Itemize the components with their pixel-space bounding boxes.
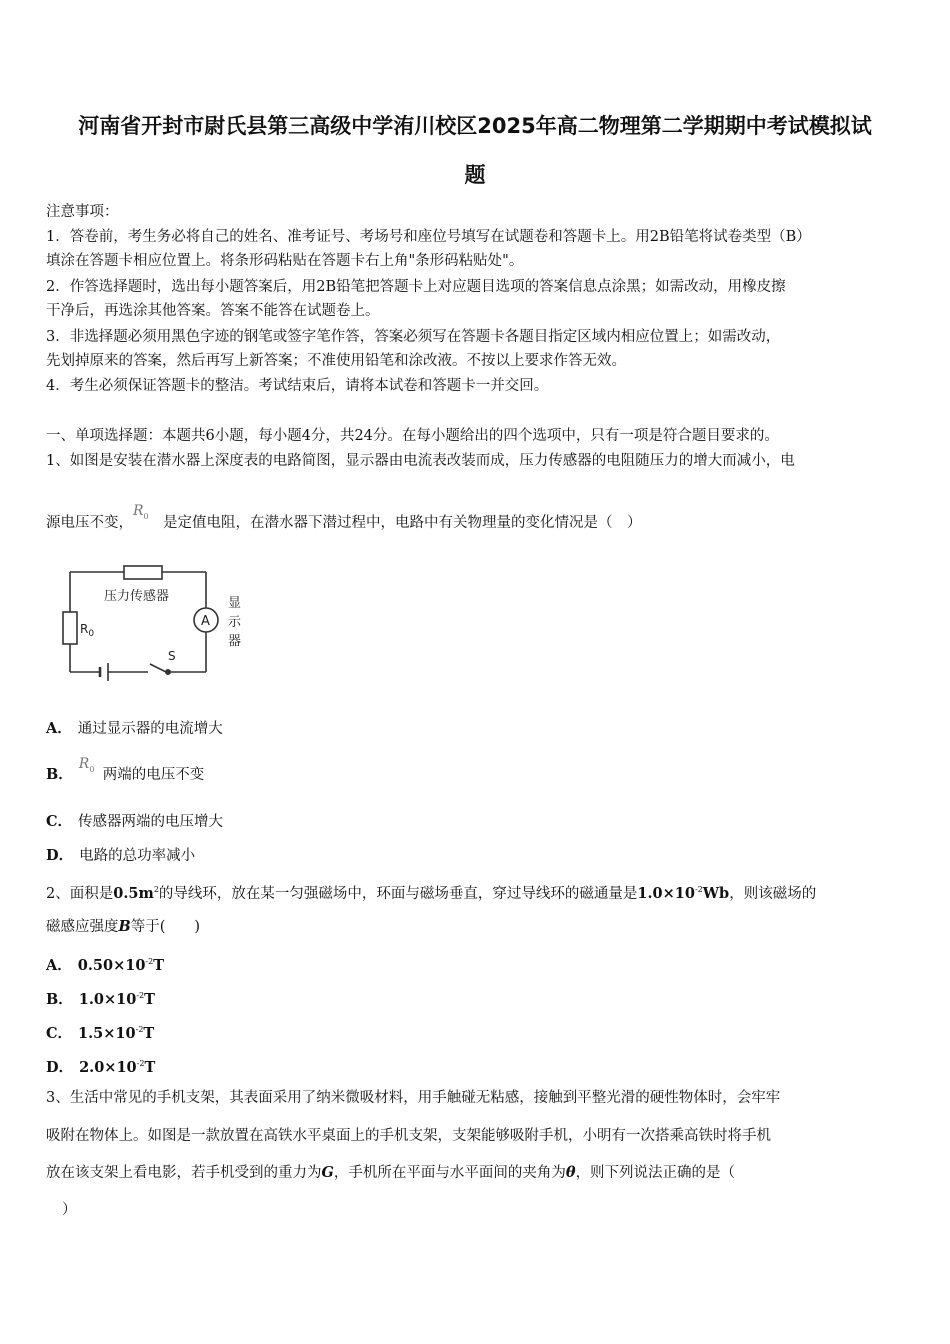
q1-option-b: B．$R_0$ 两端的电压不变 bbox=[46, 756, 205, 783]
notice-line: 填涂在答题卡相应位置上。将条形码粘贴在答题卡右上角"条形码粘贴处"。 bbox=[46, 253, 524, 269]
q1-stem-pre: 源电压不变， bbox=[46, 515, 133, 531]
exam-title-line1: 河南省开封市尉氏县第三高级中学洧川校区2025年高二物理第二学期期中考试模拟试 bbox=[78, 114, 872, 138]
sensor-label: 压力传感器 bbox=[104, 589, 170, 604]
q2-option-b: B． $1.0\times 10^{-2}T$ bbox=[46, 990, 155, 1008]
r0-resistor bbox=[63, 612, 77, 644]
notice-line: 1．答卷前，考生务必将自己的姓名、准考证号、考场号和座位号填写在试题卷和答题卡上。用2B铅笔将试卷类型（B） bbox=[46, 229, 811, 245]
q3-stem-line4: ） bbox=[62, 1202, 77, 1218]
q2-option-a: A． $0.50\times 10^{-2}T$ bbox=[46, 956, 165, 974]
q1-stem-post: 是定值电阻，在潜水器下潜过程中，电路中有关物理量的变化情况是（ ） bbox=[163, 515, 642, 531]
q2-option-c: C． $1.5\times 10^{-2}T$ bbox=[46, 1024, 155, 1042]
r0-symbol: $R_0$ bbox=[78, 756, 95, 774]
notice-heading: 注意事项： bbox=[46, 204, 119, 220]
exam-title-line2: 题 bbox=[464, 163, 486, 187]
r0-symbol: $R_0$ bbox=[133, 503, 149, 521]
q2-stem-line2: 磁感应强度B等于( ) bbox=[46, 918, 201, 935]
q2-option-d: D． $2.0\times 10^{-2}T$ bbox=[46, 1058, 156, 1076]
q1-stem-line2 bbox=[46, 503, 642, 538]
notice-line: 4．考生必须保证答题卡的整洁。考试结束后，请将本试卷和答题卡一并交回。 bbox=[46, 378, 549, 394]
q1-option-a: A． 通过显示器的电流增大 bbox=[46, 720, 223, 737]
display-label: 显 bbox=[228, 596, 242, 611]
q3-stem-line3: 放在该支架上看电影，若手机受到的重力为G，手机所在平面与水平面间的夹角为θ，则下列说法正确的是（ bbox=[46, 1164, 736, 1181]
q1-stem-line1: 1、如图是安装在潜水器上深度表的电路简图，显示器由电流表改装而成，压力传感器的电阻随压力的增大而减小，电 bbox=[46, 453, 795, 469]
q1-option-c: C． 传感器两端的电压增大 bbox=[46, 813, 224, 830]
display-label: 器 bbox=[228, 634, 242, 649]
display-label: 示 bbox=[228, 615, 242, 630]
q2-stem-line1: 2、面积是$0.5m^2$的导线环，放在某一匀强磁场中，环面与磁场垂直，穿过导线环的磁通量是$1.0\times 10^{-2}Wb$，则该磁场的 bbox=[46, 884, 817, 902]
r0-label: $R_0$ bbox=[80, 622, 95, 639]
notice-line: 3．非选择题必须用黑色字迹的钢笔或签字笔作答，答案必须写在答题卡各题目指定区域内相应位置上；如需改动， bbox=[46, 329, 781, 345]
section-heading: 一、单项选择题：本题共6小题，每小题4分，共24分。在每小题给出的四个选项中，只有一项是符合题目要求的。 bbox=[46, 428, 779, 444]
q3-stem-line1: 3、生活中常见的手机支架，其表面采用了纳米微吸材料，用手触碰无粘感，接触到平整光滑的硬性物体时，会牢牢 bbox=[46, 1090, 781, 1106]
notice-line: 先划掉原来的答案，然后再写上新答案；不准使用铅笔和涂改液。不按以上要求作答无效。 bbox=[46, 353, 626, 369]
pressure-sensor-resistor bbox=[124, 566, 162, 579]
ammeter-label: A bbox=[201, 614, 210, 629]
notice-line: 干净后，再选涂其他答案。答案不能答在试题卷上。 bbox=[46, 303, 380, 319]
notice-line: 2．作答选择题时，选出每小题答案后，用2B铅笔把答题卡上对应题目选项的答案信息点涂黑；如需改动，用橡皮擦 bbox=[46, 279, 786, 295]
switch-label: S bbox=[168, 649, 176, 663]
q1-option-d: D． 电路的总功率减小 bbox=[46, 847, 196, 864]
circuit-diagram bbox=[58, 560, 268, 685]
q3-stem-line2: 吸附在物体上。如图是一款放置在高铁水平桌面上的手机支架，支架能够吸附手机，小明有一次搭乘高铁时将手机 bbox=[46, 1128, 771, 1144]
